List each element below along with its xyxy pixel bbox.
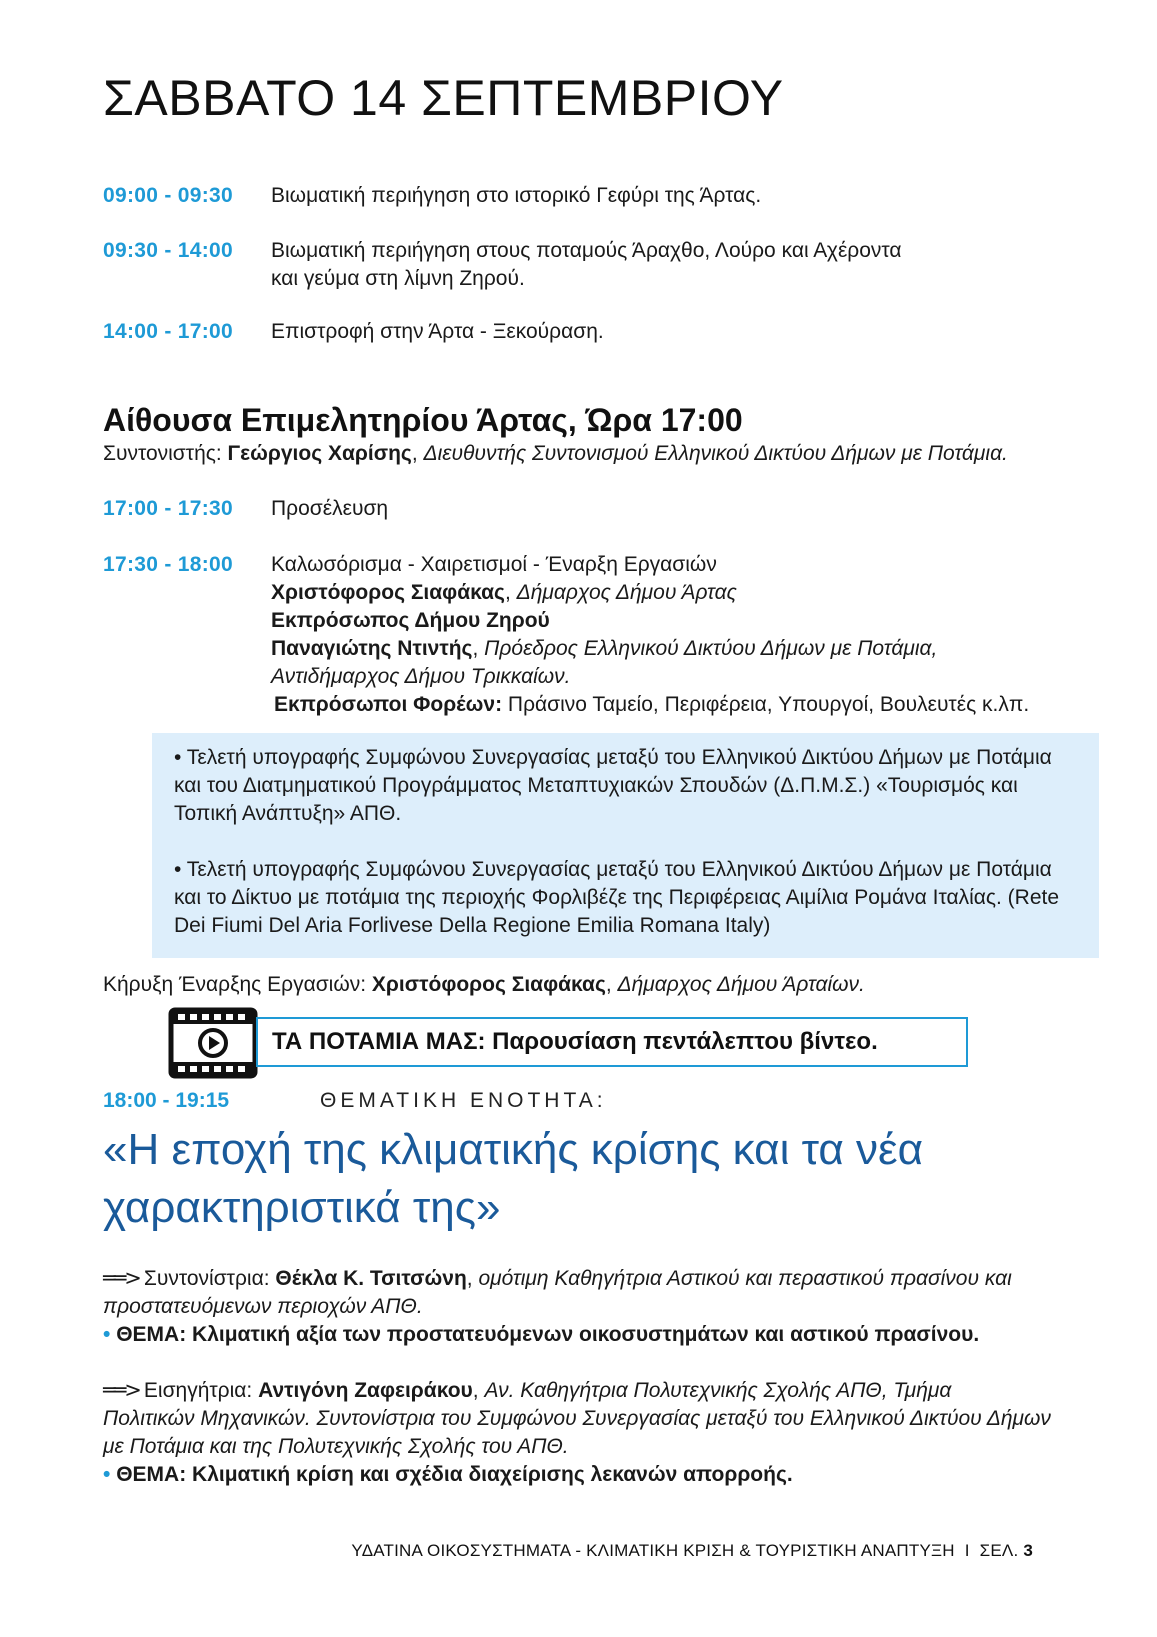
time-slot: 14:00 - 17:00 <box>103 320 233 343</box>
footer-separator: I <box>964 1541 970 1560</box>
topic-text: ΘΕΜΑ: Κλιματική κρίση και σχέδια διαχείρισης λεκανών απορροής. <box>116 1463 793 1486</box>
speaker-role: Πολιτικών Μηχανικών. Συντονίστρια του Συμφώνου Συνεργασίας μεταξύ του Ελληνικού Δικτύου Δήμων <box>103 1407 1051 1430</box>
page-label: ΣΕΛ. <box>979 1541 1019 1560</box>
time-slot: 17:30 - 18:00 <box>103 553 233 576</box>
session-time: 18:00 - 19:15 <box>103 1089 230 1112</box>
page-title: ΣΑΒΒΑΤΟ 14 ΣΕΠΤΕΜΒΡΙΟΥ <box>103 70 784 126</box>
session-title <box>103 1121 1083 1237</box>
speaker-label: Εισηγήτρια: <box>143 1379 259 1402</box>
coordinator-line: Συντονιστής: Γεώργιος Χαρίσης, Διευθυντής Συντονισμού Ελληνικού Δικτύου Δήμων με Ποτάμια. <box>103 442 1008 465</box>
bullet-icon: • <box>103 1323 111 1346</box>
schedule-row <box>103 495 1063 523</box>
ceremony-item: • Τελετή υπογραφής Συμφώνου Συνεργασίας μεταξύ του Ελληνικού Δικτύου Δήμων με Ποτάμια και του Διατμηματικού Προγράμματος Μεταπτυχιακών Σπουδών (Δ.Π.Μ.Σ.) «Τουρισμός και Τοπική Ανάπτυξη» ΑΠΘ. <box>174 746 1052 825</box>
speaker-block: ══> Εισηγήτρια: Αντιγόνη Ζαφειράκου, Αν. Καθηγήτρια Πολυτεχνικής Σχολής ΑΠΘ, Τμήμα Πολιτικών Μηχανικών. Συντονίστρια του Συμφώνου Συνεργασίας μεταξύ του Ελληνικού Δικτύου Δήμων με Ποτάμια και της Πολυτεχνικής Σχολής του ΑΠΘ. • ΘΕΜΑ: Κλιματική κρίση και σχέδια διαχείρισης λεκανών απορροής. <box>103 1378 1051 1486</box>
representatives-text: Πράσινο Ταμείο, Περιφέρεια, Υπουργοί, Βουλευτές κ.λπ. <box>507 693 1030 716</box>
slot-description: Προσέλευση <box>271 497 389 520</box>
hall-heading: Αίθουσα Επιμελητηρίου Άρτας, Ώρα 17:00 <box>103 402 743 438</box>
slot-description-line: Βιωματική περιήγηση στους ποταμούς Άραχθο, Λούρο και Αχέροντα <box>271 239 902 262</box>
speaker-role: ομότιμη Καθηγήτρια Αστικού και περαστικού πρασίνου και <box>478 1267 1012 1290</box>
declaration-name: Χριστόφορος Σιαφάκας <box>371 973 606 996</box>
slot-description-line: και γεύμα στη λίμνη Ζηρού. <box>271 267 525 290</box>
speaker-role: Αν. Καθηγήτρια Πολυτεχνικής Σχολής ΑΠΘ, Τμήμα <box>484 1379 952 1402</box>
speaker-name: Εκπρόσωπος Δήμου Ζηρού <box>271 609 550 632</box>
coordinator-role: Διευθυντής Συντονισμού Ελληνικού Δικτύου Δήμων με Ποτάμια. <box>423 442 1008 465</box>
speaker-role: Αντιδήμαρχος Δήμου Τρικκαίων. <box>271 665 571 688</box>
session-title-line: «Η εποχή της κλιματικής κρίσης και τα νέα <box>103 1125 924 1174</box>
speaker-name: Θέκλα Κ. Τσιτσώνη <box>275 1267 467 1290</box>
speaker-role: προστατευόμενων περιοχών ΑΠΘ. <box>103 1295 423 1318</box>
slot-description: Επιστροφή στην Άρτα - Ξεκούραση. <box>271 320 604 343</box>
time-slot: 09:00 - 09:30 <box>103 184 233 207</box>
speaker-name: Παναγιώτης Ντιντής <box>271 637 473 660</box>
page-footer <box>351 1537 1033 1565</box>
page-number: 3 <box>1023 1541 1033 1560</box>
coordinator-label: Συντονιστής: <box>103 442 228 465</box>
speaker-role: Πρόεδρος Ελληνικού Δικτύου Δήμων με Ποτάμια, <box>484 637 938 660</box>
speaker-role: με Ποτάμια και της Πολυτεχνικής Σχολής του ΑΠΘ. <box>103 1435 569 1458</box>
arrow-icon: ══> <box>103 1378 140 1402</box>
declaration-label: Κήρυξη Έναρξης Εργασιών: <box>103 973 372 996</box>
schedule-row <box>103 318 1063 346</box>
declaration-role: Δήμαρχος Δήμου Άρταίων. <box>617 973 865 996</box>
film-play-icon <box>168 1007 258 1079</box>
time-slot: 17:00 - 17:30 <box>103 497 233 520</box>
footer-text: ΥΔΑΤΙΝΑ ΟΙΚΟΣΥΣΤΗΜΑΤΑ - ΚΛΙΜΑΤΙΚΗ ΚΡΙΣΗ & ΤΟΥΡΙΣΤΙΚΗ ΑΝΑΠΤΥΞΗ <box>351 1541 955 1560</box>
declaration-line: Κήρυξη Έναρξης Εργασιών: Χριστόφορος Σιαφάκας, Δήμαρχος Δήμου Άρταίων. <box>103 973 865 996</box>
speaker-label: Συντονίστρια: <box>143 1267 276 1290</box>
speaker-name: Χριστόφορος Σιαφάκας <box>271 581 505 604</box>
slot-description: Καλωσόρισμα - Χαιρετισμοί - Έναρξη Εργασιών Χριστόφορος Σιαφάκας, Δήμαρχος Δήμου Άρτας Εκπρόσωπος Δήμου Ζηρού Παναγιώτης Ντιντής, Πρόεδρος Ελληνικού Δικτύου Δήμων με Ποτάμια, Αντιδήμαρχος Δήμου Τρικκαίων. Εκπρόσωποι Φορέων: Πράσινο Ταμείο, Περιφέρεια, Υπουργοί, Βουλευτές κ.λπ. <box>271 553 1030 716</box>
video-banner: ΤΑ ΠΟΤΑΜΙΑ ΜΑΣ: Παρουσίαση πεντάλεπτου βίντεο. <box>256 1017 968 1067</box>
speaker-block: ══> Συντονίστρια: Θέκλα Κ. Τσιτσώνη, ομότιμη Καθηγήτρια Αστικού και περαστικού πρασίνου και προστατευόμενων περιοχών ΑΠΘ. • ΘΕΜΑ: Κλιματική αξία των προστατευόμενων οικοσυστημάτων και αστικού πρασίνου. <box>103 1266 1012 1346</box>
bullet-icon: • <box>103 1463 111 1486</box>
session-label: ΘΕΜΑΤΙΚΗ ΕΝΟΤΗΤΑ: <box>320 1089 607 1112</box>
signing-ceremony-box <box>152 733 1099 958</box>
welcome-text: Καλωσόρισμα - Χαιρετισμοί - Έναρξη Εργασιών <box>271 553 717 576</box>
coordinator-name: Γεώργιος Χαρίσης <box>227 442 412 465</box>
topic-text: ΘΕΜΑ: Κλιματική αξία των προστατευόμενων οικοσυστημάτων και αστικού πρασίνου. <box>116 1323 980 1346</box>
slot-description: Βιωματική περιήγηση στο ιστορικό Γεφύρι της Άρτας. <box>271 184 762 207</box>
arrow-icon: ══> <box>103 1266 140 1290</box>
schedule-row <box>103 551 1103 719</box>
schedule-row <box>103 182 1063 210</box>
time-slot: 09:30 - 14:00 <box>103 239 233 262</box>
speaker-name: Αντιγόνη Ζαφειράκου <box>258 1379 473 1402</box>
session-title-line: χαρακτηριστικά της» <box>103 1183 501 1232</box>
ceremony-item: • Τελετή υπογραφής Συμφώνου Συνεργασίας μεταξύ του Ελληνικού Δικτύου Δήμων με Ποτάμια και το Δίκτυο με ποτάμια της περιοχής Φορλιβέζε της Περιφέρειας Αιμίλια Ρομάνα Ιταλίας. (Rete Dei Fiumi Del Aria Forlivese Della Regione Emilia Romana Italy) <box>174 858 1060 937</box>
slot-description <box>271 237 1063 293</box>
representatives-label: Εκπρόσωποι Φορέων: <box>274 693 503 716</box>
schedule-row <box>103 237 1063 293</box>
speaker-role: Δήμαρχος Δήμου Άρτας <box>516 581 737 604</box>
